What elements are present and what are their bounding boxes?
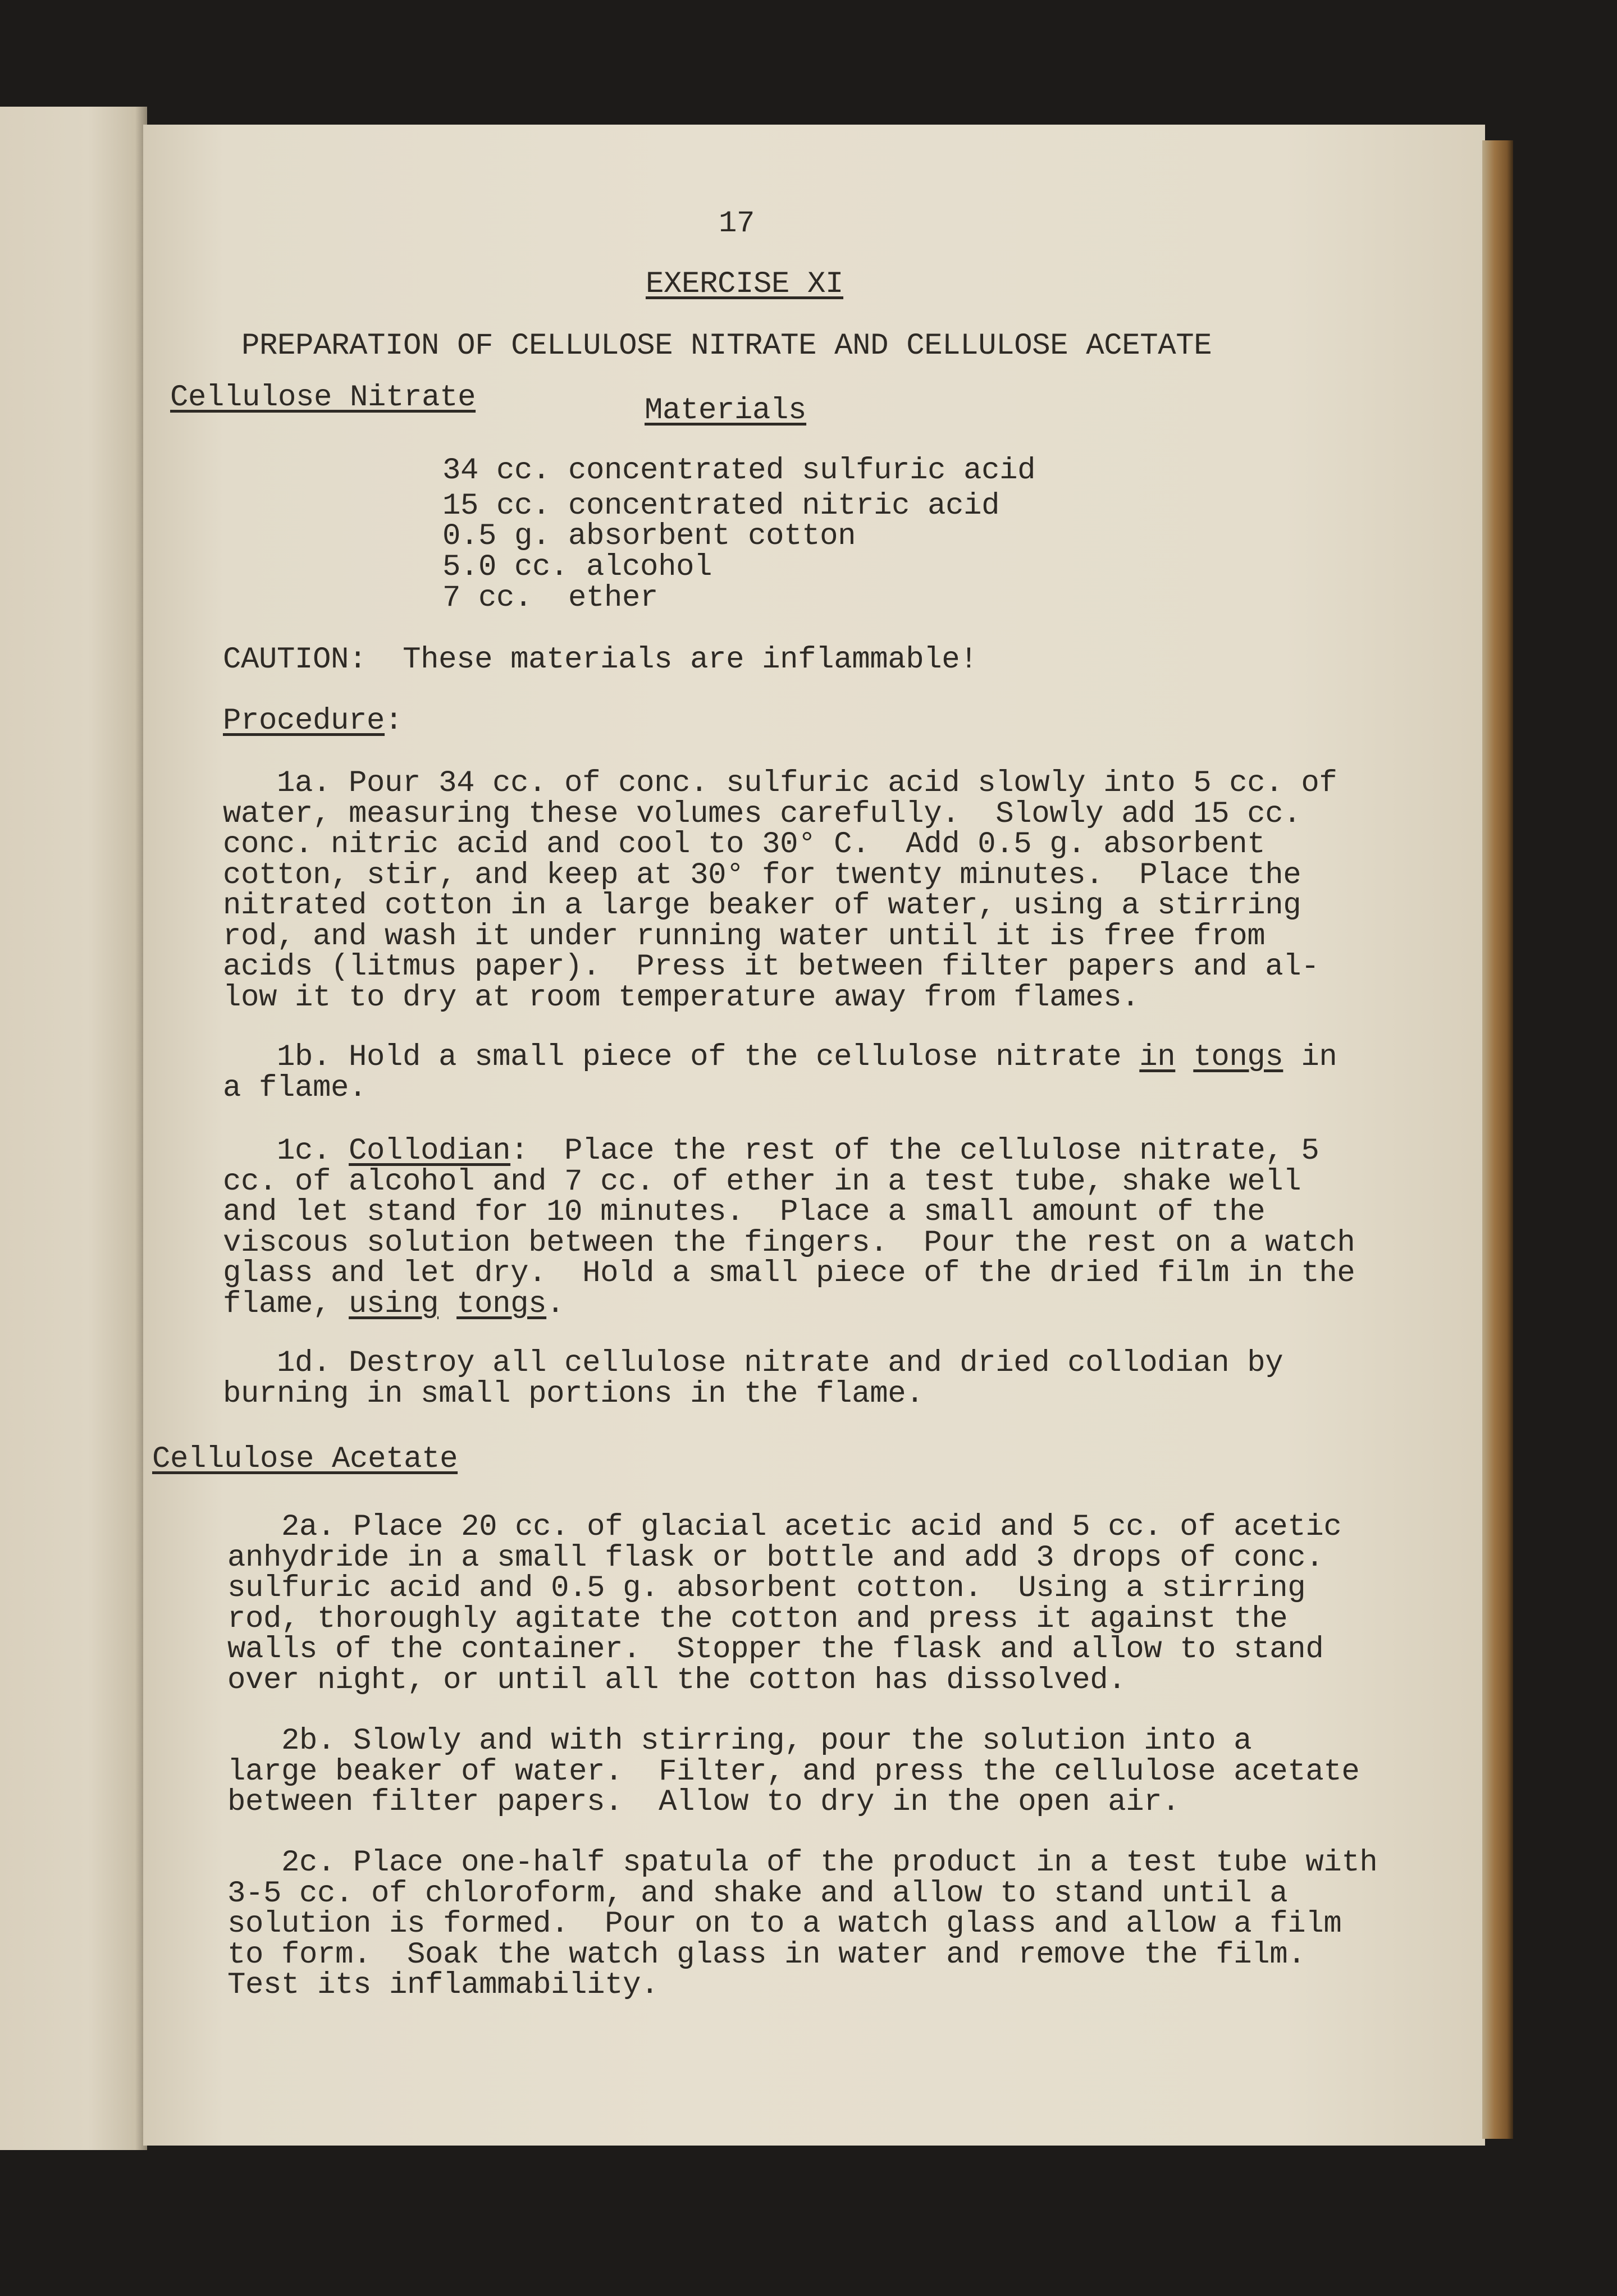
text-line <box>223 799 1301 830</box>
material-item: 0.5 g. absorbent cotton <box>442 519 856 554</box>
text-line <box>223 858 1301 893</box>
text-segment: anhydride in a small flask or bottle and add 3 drops of conc. <box>227 1540 1324 1575</box>
text-segment: nitrated cotton in a large beaker of water, using a stirring <box>223 889 1301 923</box>
page-number: 17 <box>718 207 755 241</box>
text-segment: 1c. <box>223 1134 349 1168</box>
text-line <box>223 952 1319 983</box>
procedure-heading <box>223 706 403 737</box>
text-segment: 2c. Place one-half spatula of the product in a test tube with <box>227 1846 1378 1880</box>
text-segment: 1d. Destroy all cellulose nitrate and dried collodian by <box>223 1346 1283 1380</box>
text-segment: cc. of alcohol and 7 cc. of ether in a test tube, shake well <box>223 1164 1301 1199</box>
caution-text: These materials are inflammable! <box>403 643 978 677</box>
text-line <box>227 1604 1287 1635</box>
text-segment: rod, and wash it under running water until it is free from <box>223 919 1266 954</box>
text-line <box>223 891 1301 922</box>
page-heading: PREPARATION OF CELLULOSE NITRATE AND CELLULOSE ACETATE <box>241 329 1212 363</box>
page-stack-edge <box>1482 140 1513 2139</box>
text-line <box>227 1909 1341 1940</box>
text-segment: over night, or until all the cotton has dissolved. <box>227 1663 1126 1698</box>
facing-page-edge <box>0 107 147 2150</box>
text-line <box>227 1512 1341 1543</box>
text-line <box>223 1289 564 1320</box>
text-line <box>227 1876 1288 1911</box>
text-line <box>223 1256 1355 1291</box>
text-line <box>227 1787 1180 1818</box>
text-segment: flame, <box>223 1287 349 1321</box>
text-segment: in <box>1283 1040 1337 1074</box>
text-line <box>223 766 1337 801</box>
text-line <box>223 1197 1265 1228</box>
text-line <box>227 1937 1306 1972</box>
text-segment: Test its inflammability. <box>227 1968 659 2002</box>
text-segment: 1b. Hold a small piece of the cellulose nitrate <box>223 1040 1140 1074</box>
text-segment: and let stand for 10 minutes. Place a small amount of the <box>223 1195 1266 1229</box>
text-segment: walls of the container. Stopper the flask and allow to stand <box>227 1632 1324 1667</box>
text-segment: rod, thoroughly agitate the cotton and press it against the <box>227 1602 1288 1636</box>
caution-label: CAUTION: <box>223 643 367 677</box>
underlined-text: Collodian <box>349 1134 511 1168</box>
text-line <box>227 1632 1324 1667</box>
text-segment: water, measuring these volumes carefully. Slowly add 15 cc. <box>223 797 1301 831</box>
text-segment: solution is formed. Pour on to a watch glass and allow a film <box>227 1907 1342 1941</box>
caution-line <box>223 645 977 676</box>
text-segment <box>1175 1040 1193 1074</box>
text-segment: between filter papers. Allow to dry in the open air. <box>227 1785 1180 1819</box>
exercise-title: EXERCISE XI <box>645 267 844 301</box>
underlined-text: in <box>1139 1040 1176 1074</box>
underlined-text: using <box>349 1287 439 1321</box>
material-item: 15 cc. concentrated nitric acid <box>442 489 1000 523</box>
material-item: 34 cc. concentrated sulfuric acid <box>442 454 1036 488</box>
text-segment: 2a. Place 20 cc. of glacial acetic acid and 5 cc. of acetic <box>227 1510 1342 1544</box>
text-line <box>223 919 1266 954</box>
text-line <box>223 980 1140 1015</box>
materials-title: Materials <box>645 394 807 428</box>
text-line <box>227 1970 659 2001</box>
procedure-colon: : <box>385 704 403 738</box>
text-segment: large beaker of water. Filter, and press the cellulose acetate <box>227 1754 1360 1789</box>
text-segment: glass and let dry. Hold a small piece of the dried film in the <box>223 1256 1355 1291</box>
text-line <box>223 1042 1337 1073</box>
text-line <box>227 1848 1377 1879</box>
text-segment: 1a. Pour 34 cc. of conc. sulfuric acid slowly into 5 cc. of <box>223 766 1337 801</box>
text-line <box>227 1571 1306 1606</box>
text-line <box>227 1754 1360 1789</box>
text-segment: conc. nitric acid and cool to 30° C. Add 0.5 g. absorbent <box>223 827 1266 862</box>
text-line <box>227 1663 1126 1698</box>
text-segment: acids (litmus paper). Press it between filter papers and al- <box>223 950 1319 984</box>
text-line <box>227 1540 1324 1575</box>
text-segment: cotton, stir, and keep at 30° for twenty minutes. Place the <box>223 858 1301 893</box>
material-item: 7 cc. ether <box>442 581 659 615</box>
text-segment: 3-5 cc. of chloroform, and shake and allow to stand until a <box>227 1876 1288 1911</box>
text-line <box>223 827 1266 862</box>
text-line <box>223 1073 367 1104</box>
text-segment: viscous solution between the fingers. Pour the rest on a watch <box>223 1225 1355 1260</box>
text-segment: sulfuric acid and 0.5 g. absorbent cotton. Using a stirring <box>227 1571 1306 1606</box>
text-line <box>223 1348 1283 1379</box>
section-title-cellulose-nitrate: Cellulose Nitrate <box>170 381 476 415</box>
section-title-cellulose-acetate: Cellulose Acetate <box>152 1442 458 1476</box>
text-segment: to form. Soak the watch glass in water and remove the film. <box>227 1937 1306 1972</box>
text-segment: . <box>546 1287 565 1321</box>
text-line <box>223 1225 1355 1260</box>
underlined-text: tongs <box>1193 1040 1283 1074</box>
procedure-title: Procedure <box>223 704 385 738</box>
text-segment: a flame. <box>223 1071 367 1105</box>
text-line <box>227 1726 1251 1757</box>
material-item: 5.0 cc. alcohol <box>442 550 712 584</box>
text-segment <box>438 1287 456 1321</box>
text-segment: : Place the rest of the cellulose nitrate, 5 <box>510 1134 1319 1168</box>
text-line <box>223 1164 1301 1199</box>
text-line <box>223 1136 1319 1167</box>
text-line <box>223 1376 924 1411</box>
text-segment: low it to dry at room temperature away from flames. <box>223 980 1140 1015</box>
underlined-text: tongs <box>456 1287 547 1321</box>
text-segment: 2b. Slowly and with stirring, pour the solution into a <box>227 1724 1252 1758</box>
text-segment: burning in small portions in the flame. <box>223 1376 924 1411</box>
